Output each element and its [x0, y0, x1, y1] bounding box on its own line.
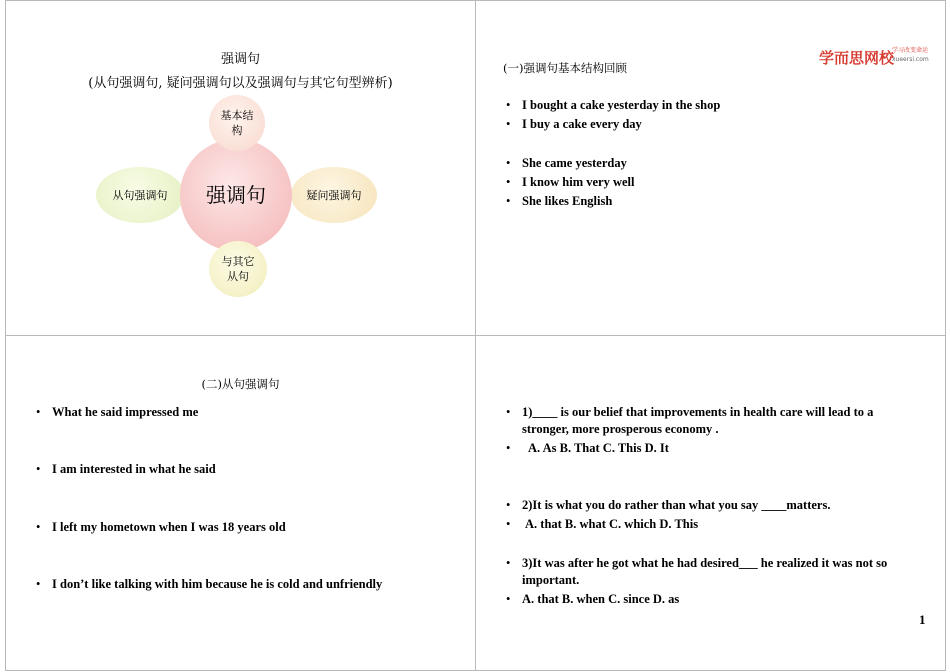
page-number: 1 — [919, 612, 926, 627]
question-3-stem: • 3)It was after he got what he had desired___ he realized it was not so important. — [506, 555, 906, 589]
xueersi-logo — [819, 47, 929, 68]
question-2-stem: • 2)It is what you do rather than what you say ____matters. — [506, 497, 906, 514]
slide-4 — [475, 335, 946, 671]
list-item: • What he said impressed me — [36, 404, 198, 421]
list-item: • I left my hometown when I was 18 years old — [36, 519, 286, 536]
logo-domain: xueersi.com — [892, 56, 929, 63]
slide-2-title: (一)强调句基本结构回顾 — [503, 61, 627, 75]
question-3 — [506, 555, 906, 608]
list-item: • I buy a cake every day — [506, 116, 720, 133]
diagram-node-center: 强调句 — [180, 139, 292, 251]
diagram-node-clause-emphasis: 从句强调句 — [96, 167, 184, 223]
slide-2 — [475, 0, 946, 336]
slide-1 — [5, 0, 476, 336]
clause-examples — [36, 404, 198, 421]
clause-examples-2 — [36, 461, 216, 478]
list-item: • I know him very well — [506, 174, 635, 191]
diagram-node-other-clauses: 与其它 从句 — [209, 241, 267, 297]
structure-examples-group-1 — [506, 97, 720, 133]
diagram-node-basic-structure: 基本结 构 — [209, 95, 265, 151]
slide-3-title: (二)从句强调句 — [201, 377, 280, 391]
question-1-stem: • 1)____ is our belief that improvements in health care will lead to a stronger, more prosperous economy . — [506, 404, 906, 438]
list-item: • She likes English — [506, 193, 635, 210]
logo-slogan: 学习改变命运 — [892, 47, 929, 54]
list-item: • I bought a cake yesterday in the shop — [506, 97, 720, 114]
logo-text: 学而思网校 — [819, 49, 895, 67]
structure-examples-group-2 — [506, 155, 635, 210]
clause-examples-4 — [36, 576, 382, 593]
question-2 — [506, 497, 906, 533]
question-2-options: • A. that B. what C. which D. This — [506, 516, 906, 533]
list-item: • I am interested in what he said — [36, 461, 216, 478]
slide-1-title: 强调句 — [220, 52, 260, 67]
list-item: • I don’t like talking with him because he is cold and unfriendly — [36, 576, 382, 593]
diagram-node-question-emphasis: 疑问强调句 — [291, 167, 377, 223]
slide-3 — [5, 335, 476, 671]
question-3-options: • A. that B. when C. since D. as — [506, 591, 906, 608]
list-item: • She came yesterday — [506, 155, 635, 172]
clause-examples-3 — [36, 519, 286, 536]
slide-1-subtitle: (从句强调句, 疑问强调句以及强调句与其它句型辨析) — [88, 76, 393, 91]
question-1-options: • A. As B. That C. This D. It — [506, 440, 906, 457]
question-1 — [506, 404, 906, 457]
